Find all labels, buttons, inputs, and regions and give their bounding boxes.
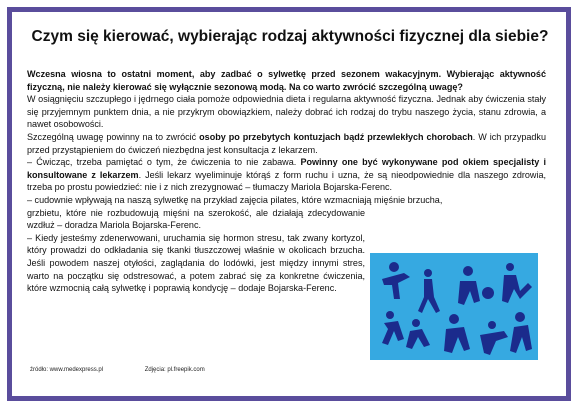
paragraph-3 xyxy=(27,156,546,194)
lead-paragraph: Wczesna wiosna to ostatni moment, aby zadbać o sylwetkę przed sezonem wakacyjnym. Wybierając aktywność fizyczną, nie należy kierować się wyłącznie sezonową modą. Na co warto zwrócić szczególną uwagę? xyxy=(27,69,546,92)
p3-text-end: . Jeśli lekarz wyeliminuje którąś z form ruchu i uzna, że są nieodpowiednie dla naszego zdrowia, trzeba po prostu powiedzieć: nie i z nich zrezygnować – tłumaczy Mariola Bojarska-Ferenc. xyxy=(27,169,546,193)
footer xyxy=(30,367,245,373)
p2-text-end: . W ich przypadku przed przystąpieniem do ćwiczeń niezbędna jest konsultacja z lekarzem. xyxy=(27,131,546,155)
p3-bold: Powinny one być wykonywane pod okiem specjalisty i konsultowane z lekarzem xyxy=(27,157,546,180)
photo-credit: Zdjęcia: pl.freepik.com xyxy=(144,367,205,373)
p2-text: Szczególną uwagę powinny na to zwrócić xyxy=(27,131,200,142)
article-title: Czym się kierować, wybierając rodzaj aktywności fizycznej dla siebie? xyxy=(31,28,549,45)
source-credit: źródło: www.medexpress.pl xyxy=(30,367,104,373)
paragraph-1: W osiągnięciu szczupłego i jędrnego ciała pomoże odpowiednia dieta i regularna aktywność fizyczna. Jednak aby ćwiczenia stały się przyjemnym punktem dnia, a nie przykrym obowiązkiem, należy dobrać ich rodzaj do trybu naszego życia, stanu zdrowia, a nawet osobowości. xyxy=(27,94,546,130)
paragraph-4a: – cudownie wpływają na naszą sylwetkę na przykład zajęcia pilates, które wzmacniają mięśnie brzucha, xyxy=(27,194,443,205)
paragraph-2 xyxy=(27,131,546,156)
p2-bold: osoby po przebytych kontuzjach bądź przewlekłych chorobach xyxy=(199,131,473,142)
p3-text: – Ćwicząc, trzeba pamiętać o tym, że ćwiczenia to nie zabawa. xyxy=(27,157,301,168)
paragraph-4b: grzbietu, które nie rozbudowują mięśni na szerokość, ale działają zdecydowanie wzdłuż – doradza Mariola Bojarska-Ferenc. xyxy=(27,207,365,231)
paragraph-5: – Kiedy jesteśmy zdenerwowani, uruchamia się hormon stresu, tak zwany kortyzol, który prowadzi do odkładania się tkanki tłuszczowej właśnie w okolicach brzucha. Jeśli powodem naszej otyłości, zaglądania do lodówki, jest między innymi stres, warto na początku się odstresować, a potem zabrać się za konkretne ćwiczenia, które wzmocnią całą sylwetkę i poprawią kondycję – dodaje Bojarska-Ferenc. xyxy=(27,232,365,294)
sports-silhouettes-image xyxy=(370,253,538,360)
